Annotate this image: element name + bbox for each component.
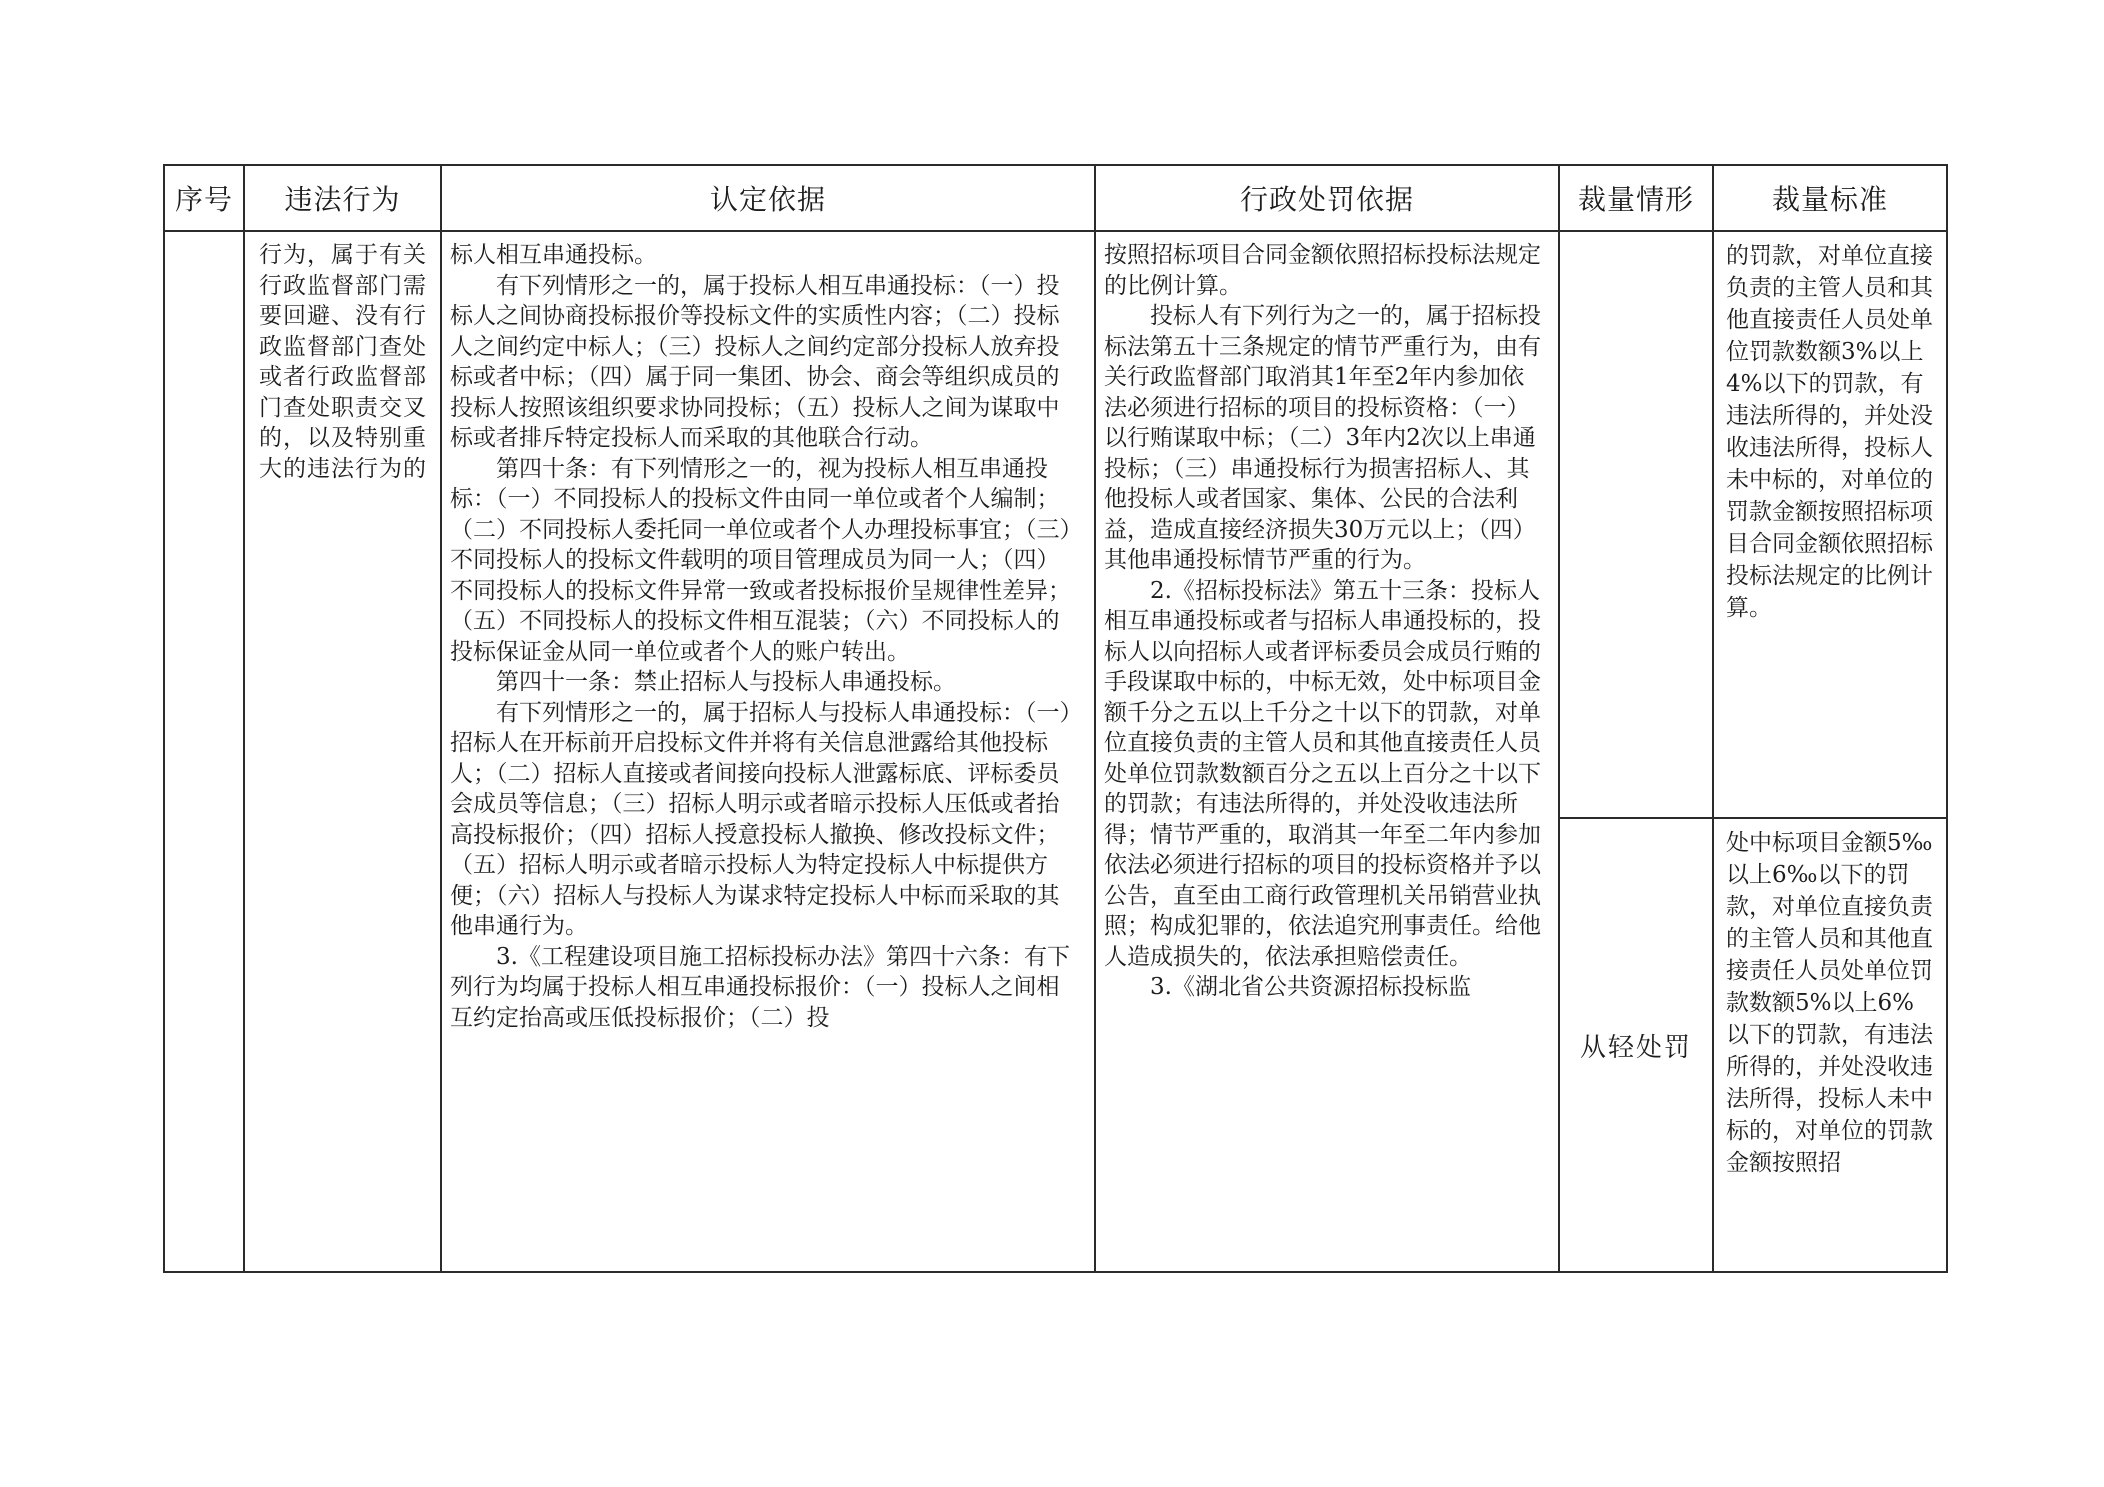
basis-paragraph: 有下列情形之一的，属于投标人相互串通投标：（一）投标人之间协商投标报价等投标文件的实质性内容；（二）投标人之间约定中标人；（三）投标人之间约定部分投标人放弃投标或者中标；（四）属于同一集团、协会、商会等组织成员的投标人按照该组织要求协同投标；（五）投标人之间为谋取中标或者排斥特定投标人而采取的其他联合行动。: [450, 272, 1060, 451]
standard-top-block: [1714, 232, 1946, 819]
header-penalty: 行政处罚依据: [1095, 165, 1559, 231]
circumstance-cell: [1559, 231, 1713, 1272]
basis-paragraph: 标人相互串通投标。: [450, 242, 657, 268]
penalty-paragraph: 投标人有下列行为之一的，属于招标投标法第五十三条规定的情节严重行为，由有关行政监督部门取消其1年至2年内参加依法必须进行招标的项目的投标资格：（一）以行贿谋取中标；（二）3年内2次以上串通投标；（三）串通投标行为损害招标人、其他投标人或者国家、集体、公民的合法利益，造成直接经济损失30万元以上；（四）其他串通投标情节严重的行为。: [1104, 303, 1541, 573]
header-violation: 违法行为: [244, 165, 441, 231]
basis-paragraph: 3.《工程建设项目施工招标投标办法》第四十六条：有下列行为均属于投标人相互串通投标报价：（一）投标人之间相互约定抬高或压低投标报价；（二）投: [450, 943, 1070, 1031]
circumstance-lenient: 从轻处罚: [1579, 1032, 1692, 1063]
header-basis: 认定依据: [441, 165, 1095, 231]
standard-bottom-block: [1714, 819, 1946, 1271]
basis-paragraph: 第四十一条：禁止招标人与投标人串通投标。: [496, 669, 956, 695]
standard-bottom-text: 处中标项目金额5‰以上6‰以下的罚款，对单位直接负责的主管人员和其他直接责任人员处单位罚款数额5%以上6%以下的罚款，有违法所得的，并处没收违法所得，投标人未中标的，对单位的罚款金额按照招: [1726, 830, 1933, 1176]
basis-paragraph: 第四十条：有下列情形之一的，视为投标人相互串通投标：（一）不同投标人的投标文件由同一单位或者个人编制；（二）不同投标人委托同一单位或者个人办理投标事宜；（三）不同投标人的投标文件载明的项目管理成员为同一人；（四）不同投标人的投标文件异常一致或者投标报价呈规律性差异；（五）不同投标人的投标文件相互混装；（六）不同投标人的投标保证金从同一单位或者个人的账户转出。: [450, 455, 1071, 665]
violation-text: 行为，属于有关行政监督部门需要回避、没有行政监督部门查处或者行政监督部门查处职责交叉的，以及特别重大的违法行为的: [259, 242, 427, 482]
violation-cell: [244, 231, 441, 1272]
basis-paragraph: 有下列情形之一的，属于招标人与投标人串通投标：（一）招标人在开标前开启投标文件并将有关信息泄露给其他投标人；（二）招标人直接或者间接向投标人泄露标底、评标委员会成员等信息；（三）招标人明示或者暗示投标人压低或者抬高投标报价；（四）招标人授意投标人撤换、修改投标文件；（五）招标人明示或者暗示投标人为特定投标人中标提供方便；（六）招标人与投标人为谋求特定投标人中标而采取的其他串通行为。: [450, 699, 1071, 939]
discretion-standard-table: [163, 164, 1948, 1273]
table-row: [164, 231, 1947, 1272]
seq-cell: [164, 231, 244, 1272]
standard-top-text: 的罚款，对单位直接负责的主管人员和其他直接责任人员处单位罚款数额3%以上4%以下的罚款，有违法所得的，并处没收违法所得，投标人未中标的，对单位的罚款金额按照招标项目合同金额依照招标投标法规定的比例计算。: [1726, 243, 1933, 621]
header-standard: 裁量标准: [1713, 165, 1947, 231]
basis-text: [442, 232, 1094, 1033]
header-seq: 序号: [164, 165, 244, 231]
basis-cell: [441, 231, 1095, 1272]
table-header-row: [164, 165, 1947, 231]
penalty-paragraph: 按照招标项目合同金额依照招标投标法规定的比例计算。: [1104, 242, 1541, 299]
penalty-text: [1096, 232, 1558, 1003]
header-circumstance: 裁量情形: [1559, 165, 1713, 231]
circumstance-top: [1560, 232, 1712, 819]
penalty-paragraph: 2.《招标投标法》第五十三条：投标人相互串通投标或者与招标人串通投标的，投标人以向招标人或者评标委员会成员行贿的手段谋取中标的，中标无效，处中标项目金额千分之五以上千分之十以下的罚款，对单位直接负责的主管人员和其他直接责任人员处单位罚款数额百分之五以上百分之十以下的罚款；有违法所得的，并处没收违法所得；情节严重的，取消其一年至二年内参加依法必须进行招标的项目的投标资格并予以公告，直至由工商行政管理机关吊销营业执照；构成犯罪的，依法追究刑事责任。给他人造成损失的，依法承担赔偿责任。: [1104, 577, 1541, 970]
standard-cell: [1713, 231, 1947, 1272]
penalty-cell: [1095, 231, 1559, 1272]
penalty-paragraph: 3.《湖北省公共资源招标投标监: [1150, 974, 1471, 1000]
